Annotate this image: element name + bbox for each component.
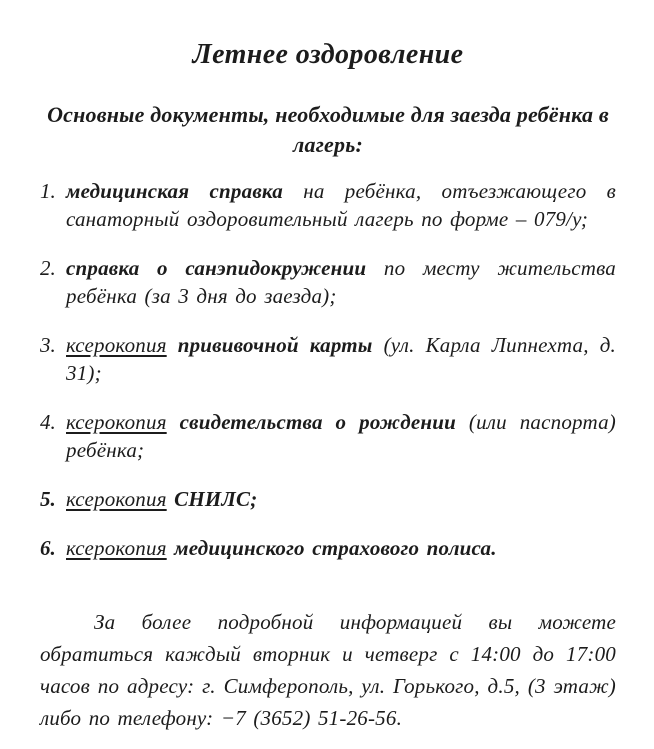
item-number: 4.	[40, 410, 56, 435]
item-number: 6.	[40, 536, 56, 561]
item-text-bold: прививочной карты	[166, 333, 373, 358]
page-title: Летнее оздоровление	[192, 39, 464, 70]
item-text-regular: (ул. Карла Липнехта, д. 31);	[66, 333, 616, 386]
item-text-regular: на ребёнка, отъезжающего в санаторный оздоровительный лагерь по форме – 079/у;	[66, 179, 616, 232]
item-text	[66, 408, 616, 464]
list-item-2	[40, 254, 616, 310]
item-text	[66, 534, 616, 562]
item-text	[66, 254, 616, 310]
document-list	[40, 177, 616, 562]
item-text-underlined: ксерокопия	[66, 333, 167, 358]
item-text-regular: (или паспорта) ребёнка;	[66, 410, 616, 463]
item-text-bold: медицинская справка	[66, 179, 283, 204]
list-item-5	[40, 485, 616, 513]
item-text-bold: свидетельства о рождении	[166, 410, 456, 435]
item-number: 2.	[40, 256, 56, 281]
item-text	[66, 485, 616, 513]
item-text-bold: справка о санэпидокружении	[66, 256, 367, 281]
item-number: 1.	[40, 179, 56, 204]
item-text	[66, 177, 616, 233]
item-text-bold: СНИЛС;	[166, 487, 258, 512]
item-text-underlined: ксерокопия	[66, 410, 167, 435]
item-number: 5.	[40, 487, 56, 512]
item-text-underlined: ксерокопия	[66, 487, 167, 512]
list-item-6	[40, 534, 616, 562]
item-text-bold: медицинского страхового полиса.	[166, 536, 497, 561]
list-item-4	[40, 408, 616, 464]
item-number: 3.	[40, 333, 56, 358]
item-text	[66, 331, 616, 387]
page-subtitle: Основные документы, необходимые для заезда ребёнка в лагерь:	[47, 101, 609, 158]
item-text-regular: по месту жительства ребёнка (за 3 дня до заезда);	[66, 256, 616, 309]
list-item-1	[40, 177, 616, 233]
footer-paragraph: За более подробной информацией вы можете обратиться каждый вторник и четверг с 14:00 до 17:00 часов по адресу: г. Симферополь, ул. Горького, д.5, (3 этаж) либо по телефону: −7 (3652) 51-26-56.	[40, 610, 616, 731]
list-item-3	[40, 331, 616, 387]
item-text-underlined: ксерокопия	[66, 536, 167, 561]
